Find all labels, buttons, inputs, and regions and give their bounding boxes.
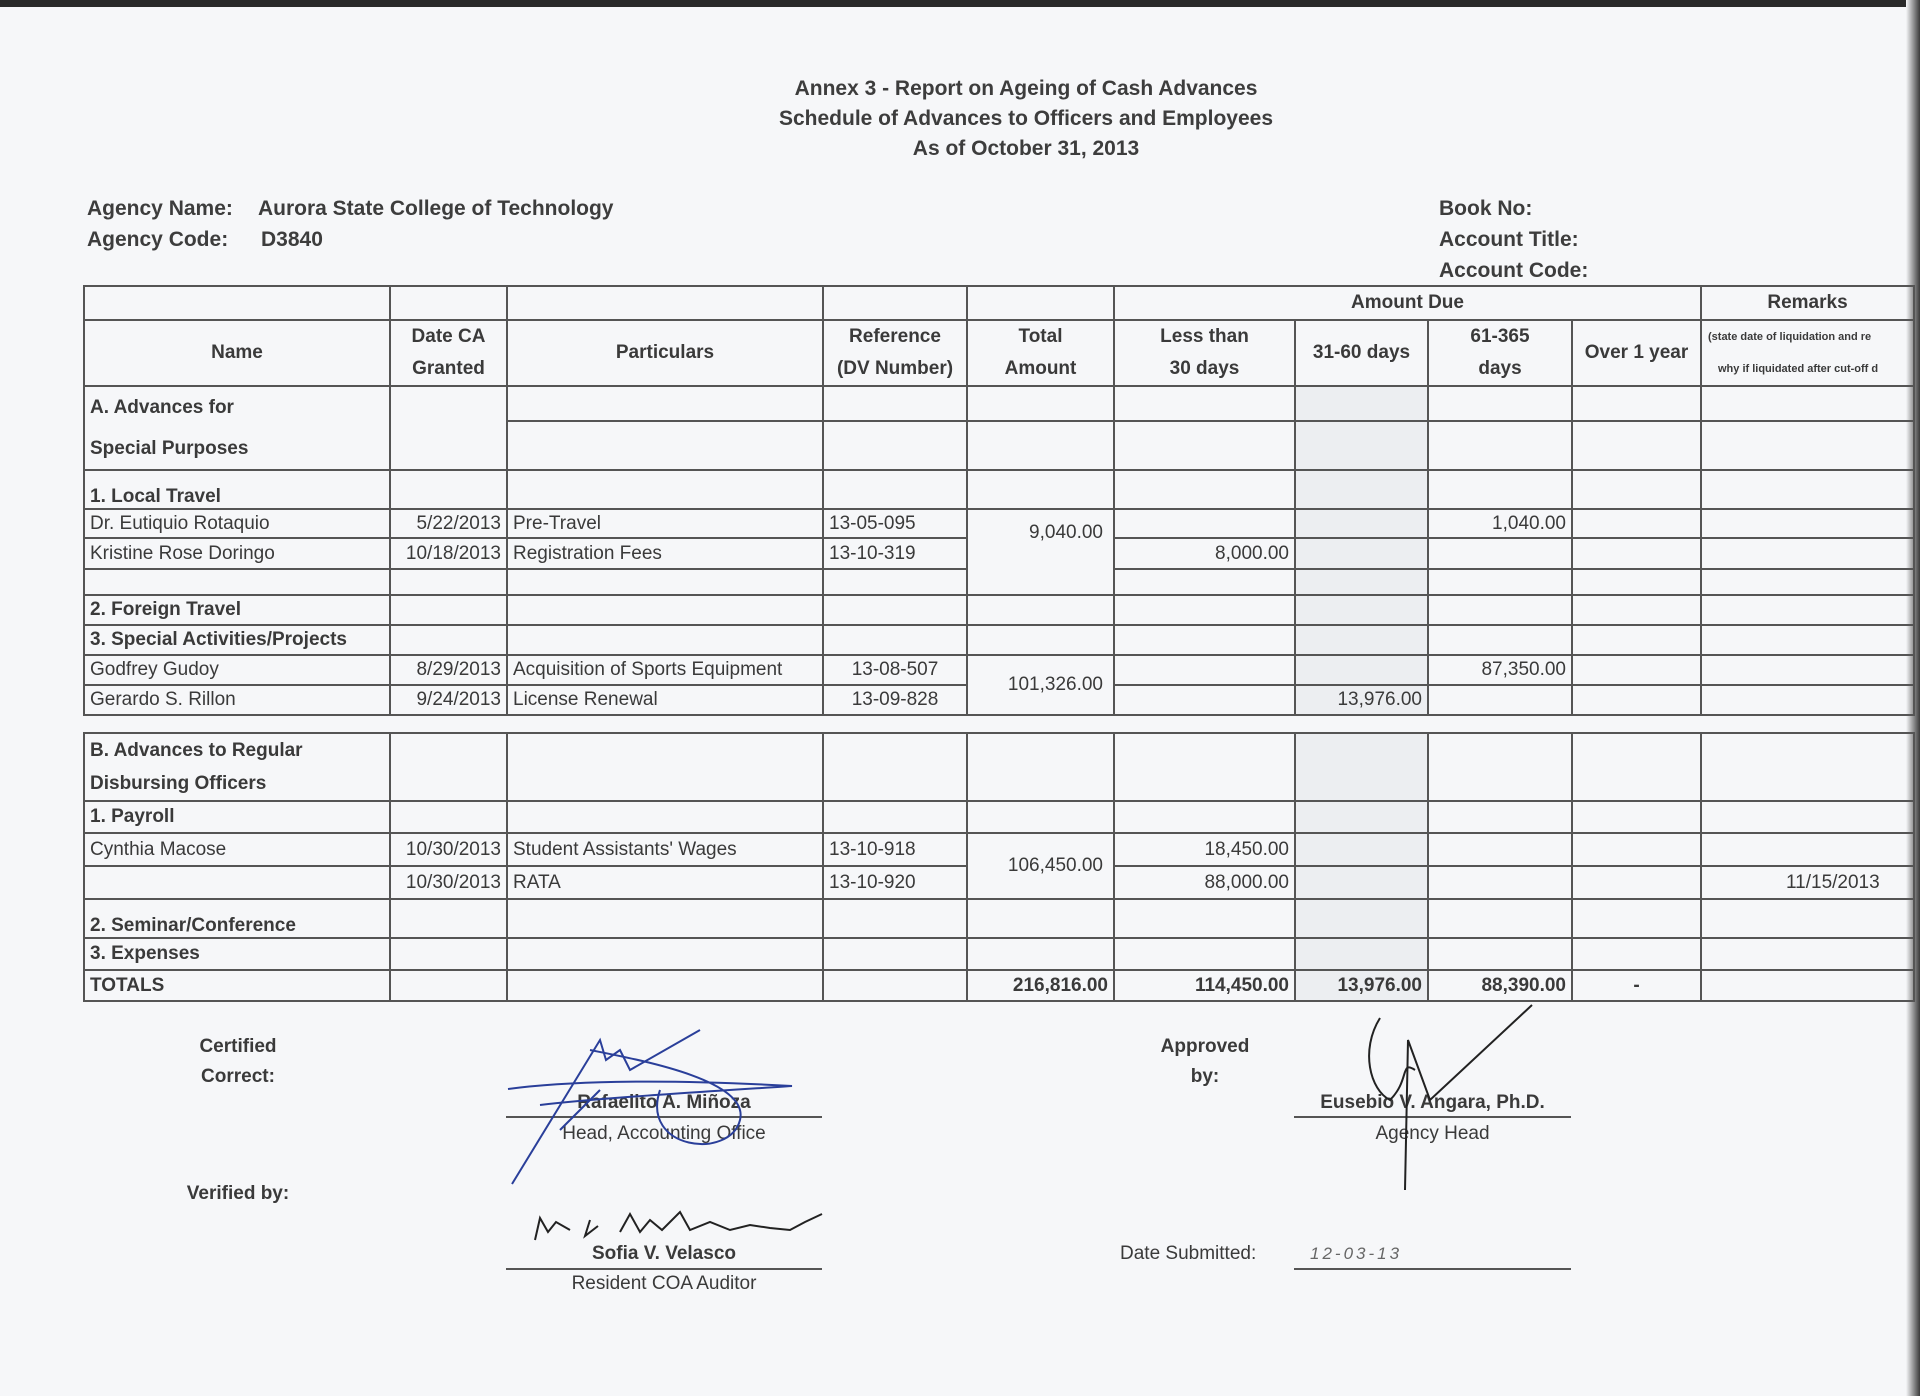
category-foreign-travel: 2. Foreign Travel (84, 595, 390, 625)
col-total: Total Amount (967, 320, 1114, 386)
col-over-1-year: Over 1 year (1572, 320, 1701, 386)
approver-signature (1369, 1005, 1532, 1190)
certifier-signature (508, 1030, 792, 1184)
section-b-title: B. Advances to Regular Disbursing Officers (84, 733, 390, 801)
approver-title: Agency Head (1375, 1123, 1490, 1144)
category-expenses: 3. Expenses (84, 938, 390, 970)
report-subtitle: Schedule of Advances to Officers and Employees (778, 107, 1274, 130)
category-special-activities: 3. Special Activities/Projects (84, 625, 390, 655)
payroll-total: 106,450.00 (967, 833, 1114, 899)
date-submitted-label: Date Submitted: (1120, 1243, 1257, 1264)
section-a-title: A. Advances for Special Purposes (84, 386, 390, 470)
agency-code: D3840 (261, 228, 323, 251)
remarks-value: 11/15/2013 (1701, 866, 1914, 899)
table-row: Kristine Rose Doringo 10/18/2013 Registration Fees 13-10-319 8,000.00 (84, 538, 1914, 569)
col-date: Date CA Granted (390, 320, 507, 386)
verifier-signature (535, 1212, 822, 1240)
col-remarks-note: (state date of liquidation and re why if liquidated after cut-off d (1701, 320, 1914, 386)
table-row: Cynthia Macose 10/30/2013 Student Assistants' Wages 13-10-918 106,450.00 18,450.00 (84, 833, 1914, 866)
col-31-60: 31-60 days (1295, 320, 1428, 386)
account-title-label: Account Title: (1439, 228, 1579, 251)
verifier-name: Sofia V. Velasco (592, 1243, 736, 1264)
account-code-label: Account Code: (1439, 259, 1589, 282)
category-local-travel: 1. Local Travel (84, 470, 390, 509)
col-particulars: Particulars (507, 320, 823, 386)
col-name: Name (84, 320, 390, 386)
approver-name: Eusebio V. Angara, Ph.D. (1320, 1092, 1545, 1113)
category-payroll: 1. Payroll (84, 801, 390, 833)
col-61-365: 61-365 days (1428, 320, 1572, 386)
certifier-title: Head, Accounting Office (562, 1123, 766, 1144)
agency-name: Aurora State College of Technology (258, 197, 614, 220)
remarks-header: Remarks (1701, 286, 1914, 320)
col-less-than-30: Less than 30 days (1114, 320, 1295, 386)
agency-name-label: Agency Name: (87, 197, 233, 220)
report-title: Annex 3 - Report on Ageing of Cash Advances (794, 77, 1258, 100)
verified-by-label: Verified by: (186, 1183, 290, 1204)
certified-correct-label: Certified Correct: (199, 1036, 277, 1087)
table-row: Gerardo S. Rillon 9/24/2013 License Renewal 13-09-828 13,976.00 (84, 685, 1914, 715)
table-row: 10/30/2013 RATA 13-10-920 88,000.00 11/15/2013 (84, 866, 1914, 899)
agency-code-label: Agency Code: (87, 228, 229, 251)
local-travel-total: 9,040.00 (967, 509, 1114, 595)
verifier-title: Resident COA Auditor (571, 1273, 757, 1294)
date-submitted-value: 12-03-13 (1310, 1244, 1403, 1263)
approved-by-label: Approved by: (1160, 1036, 1250, 1087)
certifier-name: Rafaelito A. Miñoza (577, 1092, 751, 1113)
book-no-label: Book No: (1439, 197, 1533, 220)
totals-row: TOTALS 216,816.00 114,450.00 13,976.00 88,390.00 - (84, 970, 1914, 1001)
table-row: Godfrey Gudoy 8/29/2013 Acquisition of Sports Equipment 13-08-507 101,326.00 87,350.00 (84, 655, 1914, 685)
table-row: Dr. Eutiquio Rotaquio 5/22/2013 Pre-Travel 13-05-095 9,040.00 1,040.00 (84, 509, 1914, 538)
special-activities-total: 101,326.00 (967, 655, 1114, 715)
report-date: As of October 31, 2013 (912, 137, 1140, 160)
col-reference: Reference (DV Number) (823, 320, 967, 386)
amount-due-header: Amount Due (1114, 286, 1701, 320)
category-seminar: 2. Seminar/Conference (84, 899, 390, 938)
